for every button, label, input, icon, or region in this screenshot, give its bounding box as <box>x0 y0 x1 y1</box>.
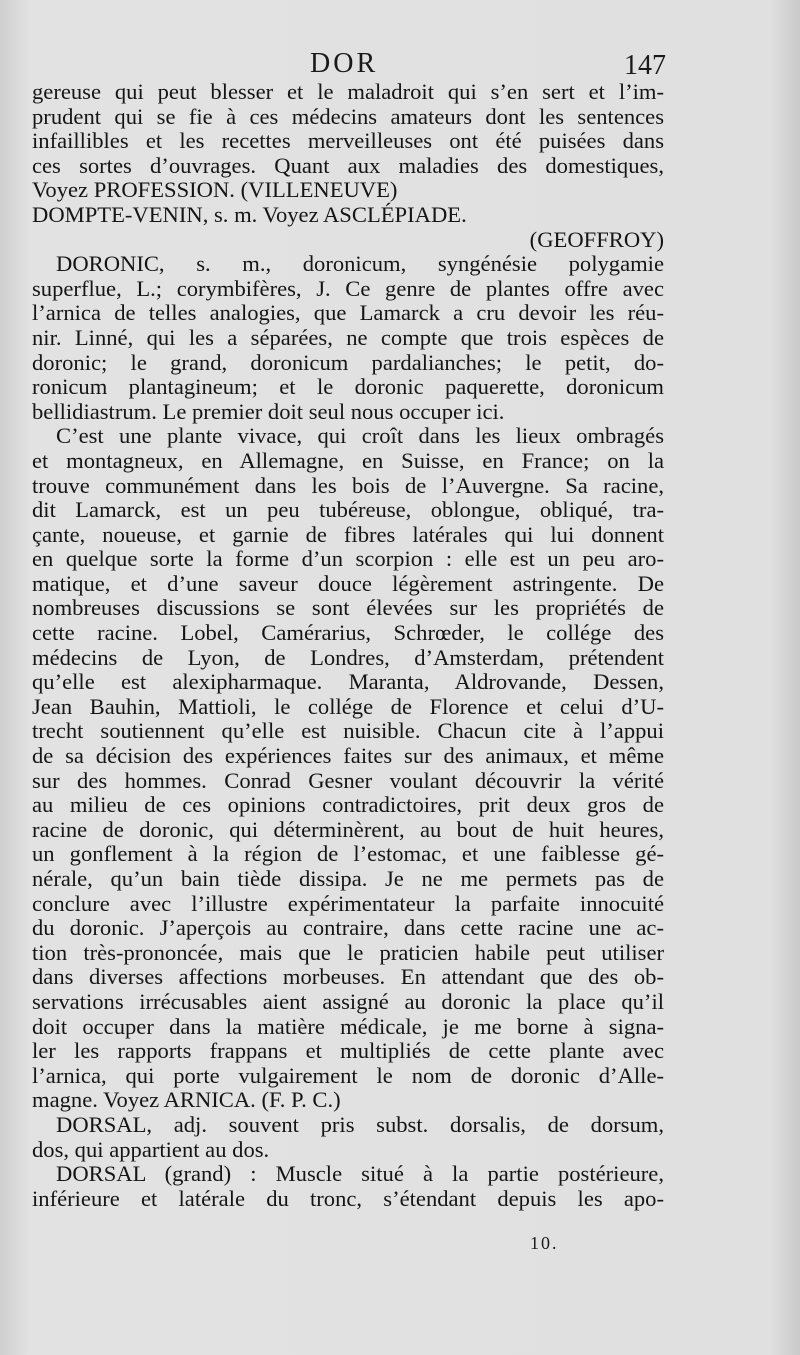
text-line: ces sortes d’ouvrages. Quant aux maladies des domestiques, <box>32 152 664 178</box>
text-line: dans diverses affections morbeuses. En attendant que des ob- <box>32 964 664 990</box>
text-line: nérale, qu’un bain tiède dissipa. Je ne me permets pas de <box>32 866 664 891</box>
text-line: gereuse qui peut blesser et le maladroit qui s’en sert et l’im- <box>32 79 664 104</box>
text-line: nombreuses discussions se sont élevées sur les propriétés de <box>32 595 664 621</box>
text-line: trouve communément dans les bois de l’Auvergne. Sa racine, <box>32 472 664 498</box>
text-line: ronicum plantagineum; et le doronic paquerette, doronicum <box>32 374 664 400</box>
text-line: prudent qui se fie à ces médecins amateurs dont les sentences <box>32 103 664 129</box>
running-head: DOR <box>310 48 379 79</box>
text-line: infaillibles et les recettes merveilleuses ont été puisées dans <box>32 128 664 154</box>
text-line: Jean Bauhin, Mattioli, le collége de Florence et celui d’U- <box>32 693 664 719</box>
text-line: du doronic. J’aperçois au contraire, dans cette racine une ac- <box>32 915 664 941</box>
text-line: C’est une plante vivace, qui croît dans les lieux ombragés <box>56 423 664 449</box>
text-line: de sa décision des expériences faites sur des animaux, et même <box>32 743 664 769</box>
text-line: qu’elle est alexipharmaque. Maranta, Aldrovande, Dessen, <box>32 669 664 695</box>
text-line: çante, noueuse, et garnie de fibres latérales qui lui donnent <box>32 521 664 547</box>
text-line: Voyez PROFESSION. (VILLENEUVE) <box>32 177 398 203</box>
text-line: cette racine. Lobel, Camérarius, Schrœder, le collége des <box>32 620 664 646</box>
text-line: dos, qui appartient au dos. <box>32 1136 270 1162</box>
text-line: médecins de Lyon, de Londres, d’Amsterdam, prétendent <box>32 644 664 670</box>
text-line: magne. Voyez ARNICA. (F. P. C.) <box>32 1087 341 1113</box>
text-line: bellidiastrum. Le premier doit seul nous occuper ici. <box>32 398 505 424</box>
page-number: 147 <box>624 50 666 81</box>
text-line: doronic; le grand, doronicum pardalianches; le petit, do- <box>32 349 664 375</box>
text-line: un gonflement à la région de l’estomac, et une faiblesse gé- <box>32 841 664 867</box>
text-line: dit Lamarck, est un peu tubéreuse, oblongue, obliqué, tra- <box>32 497 664 523</box>
text-line: sur des hommes. Conrad Gesner voulant découvrir la vérité <box>32 767 664 793</box>
page-header <box>0 48 800 82</box>
text-line: et montagneux, en Allemagne, en Suisse, en France; on la <box>32 447 664 473</box>
entry-heading-line: DORSAL (grand) : Muscle situé à la partie postérieure, <box>56 1161 664 1187</box>
text-line: nir. Linné, qui les a séparées, ne compte que trois espèces de <box>32 324 664 350</box>
text-line: tion très-prononcée, mais que le praticien habile peut utiliser <box>32 939 664 965</box>
signature-mark: 10. <box>530 1233 559 1253</box>
entry-heading-line: DORSAL, adj. souvent pris subst. dorsalis, de dorsum, <box>56 1111 664 1137</box>
entry-heading-line: DORONIC, s. m., doronicum, syngénésie polygamie <box>56 251 664 277</box>
text-line: ler les rapports frappans et multipliés de cette plante avec <box>32 1038 664 1064</box>
text-line: matique, et d’une saveur douce légèrement astringente. De <box>32 570 664 596</box>
text-line: superflue, L.; corymbifères, J. Ce genre de plantes offre avec <box>32 275 664 301</box>
text-line: au milieu de ces opinions contradictoires, prit deux gros de <box>32 792 664 818</box>
text-line: l’arnica de telles analogies, que Lamarck a cru devoir les réu- <box>32 300 664 326</box>
author-credit-line: (GEOFFROY) <box>529 226 664 252</box>
text-line: trecht soutiennent qu’elle est nuisible. Chacun cite à l’appui <box>32 718 664 744</box>
text-line: en quelque sorte la forme d’un scorpion : elle est un peu aro- <box>32 546 664 572</box>
text-line: l’arnica, qui porte vulgairement le nom de doronic d’Alle- <box>32 1062 664 1088</box>
text-line: servations irrécusables aient assigné au doronic la place qu’il <box>32 988 664 1014</box>
entry-heading-line: DOMPTE-VENIN, s. m. Voyez ASCLÉPIADE. <box>32 201 467 227</box>
text-line: inférieure et latérale du tronc, s’étendant depuis les apo- <box>32 1185 664 1211</box>
body-text <box>32 80 664 1211</box>
text-line: racine de doronic, qui déterminèrent, au bout de huit heures, <box>32 816 664 842</box>
text-line: doit occuper dans la matière médicale, je me borne à signa- <box>32 1013 664 1039</box>
text-line: conclure avec l’illustre expérimentateur la parfaite innocuité <box>32 890 664 916</box>
